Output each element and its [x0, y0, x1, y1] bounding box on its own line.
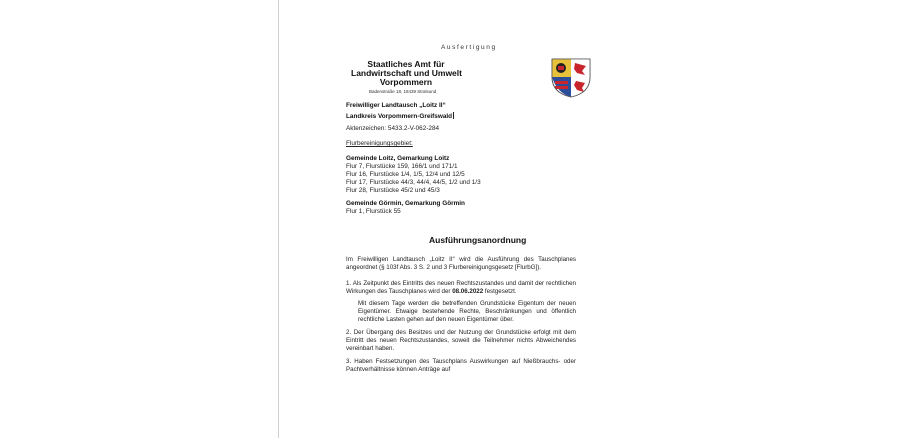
parcel-line: Flur 17, Flurstücke 44/3, 44/4, 44/5, 1/2 und 1/3: [346, 179, 481, 186]
order-item-1: 1. Als Zeitpunkt des Eintritts des neuen Rechtszustandes und damit der rechtlichen Wirkungen des Tauschplanes wird der 08.06.2022 festgesetzt.: [346, 280, 576, 295]
goermin-heading: Gemeinde Görmin, Gemarkung Görmin: [346, 200, 465, 207]
parcel-line: Flur 1, Flurstück 55: [346, 208, 401, 215]
parcel-line: Flur 7, Flurstücke 159, 166/1 und 171/1: [346, 163, 458, 170]
text-cursor: [453, 112, 454, 119]
ausfertigung-label: Ausfertigung: [441, 44, 497, 51]
order-item-2: 2. Der Übergang des Besitzes und der Nutzung der Grundstücke erfolgt mit dem Eintritt des neuen Rechtszustandes, soweit die Teilnehmer nichts Abweichendes vereinbart haben.: [346, 329, 576, 352]
order-heading: Ausführungsanordnung: [429, 235, 527, 245]
loitz-heading: Gemeinde Loitz, Gemarkung Loitz: [346, 155, 450, 162]
procedure-title: Freiwilliger Landtausch „Loitz II“: [346, 102, 446, 109]
order-item-1-effect: Mit diesem Tage werden die betreffenden Grundstücke Eigentum der neuen Eigentümer. Etwaige bestehende Rechte, Beschränkungen und öffentlich rechtliche Lasten gehen auf den neuen Eigentümer über.: [358, 300, 576, 323]
order-item-3: 3. Haben Festsetzungen des Tauschplans Auswirkungen auf Nießbrauchs- oder Pachtverhältnisse können Anträge auf: [346, 358, 576, 373]
parcel-line: Flur 16, Flurstücke 1/4, 1/5, 12/4 und 12/5: [346, 171, 465, 178]
file-number: Aktenzeichen: 5433.2-V-062-284: [346, 125, 440, 132]
document-page: [278, 0, 637, 438]
parcel-line: Flur 28, Flurstücke 45/2 und 45/3: [346, 187, 440, 194]
area-label: Flurbereinigungsgebiet:: [346, 140, 413, 147]
order-intro: Im Freiwilligen Landtausch „Loitz II“ wird die Ausführung des Tauschplanes angeordnet (§ 103f Abs. 3 S. 2 und 3 Flurbereinigungsgesetz [FlurbG]).: [346, 256, 576, 271]
authority-name-line3: Vorpommern: [379, 77, 433, 87]
authority-name-line2: Landwirtschaft und Umwelt: [351, 68, 462, 78]
procedure-district: Landkreis Vorpommern-Greifswald: [346, 113, 453, 120]
state-coat-of-arms-icon: [549, 55, 593, 99]
authority-address: Badenstraße 18, 18439 Stralsund: [369, 89, 437, 94]
authority-name-line1: Staatliches Amt für: [367, 59, 445, 69]
